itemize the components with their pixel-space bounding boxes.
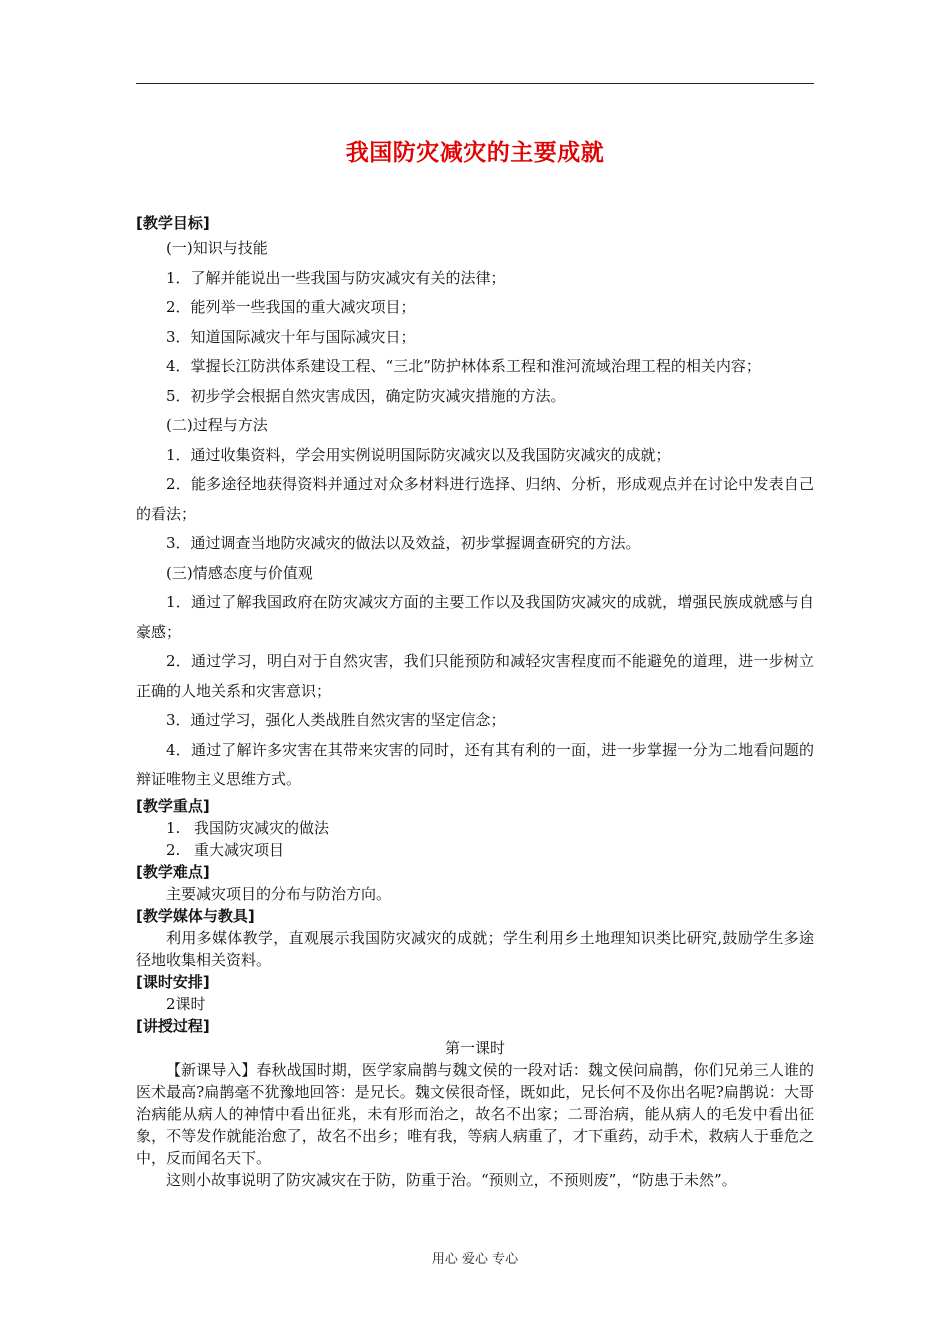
objective-item: 3．通过调查当地防灾减灾的做法以及效益，初步掌握调查研究的方法。: [166, 534, 641, 552]
process-paragraph: 【新课导入】春秋战国时期，医学家扁鹊与魏文侯的一段对话：魏文侯问扁鹊，你们兄弟三人谁的医术最高?扁鹊毫不犹豫地回答：是兄长。魏文侯很奇怪，既如此，兄长何不及你出名呢?扁鹊说：大哥治病能从病人的神情中看出征兆，未有形而治之，故名不出家；二哥治病，能从病人的毛发中看出征象，不等发作就能治愈了，故名不出乡；唯有我，等病人病重了，才下重药，动手术，救病人于垂危之中，反而闻名天下。: [136, 1060, 814, 1167]
difficulties-heading: [教学难点]: [136, 862, 210, 881]
process-paragraph: 这则小故事说明了防灾减灾在于防，防重于治。“预则立，不预则废”，“防患于未然”。: [166, 1170, 737, 1189]
media-heading: [教学媒体与教具]: [136, 906, 255, 925]
key-point-text: 重大减灾项目: [194, 840, 285, 859]
media-text: 利用多媒体教学，直观展示我国防灾减灾的成就；学生利用乡土地理知识类比研究,鼓励学生多途径地收集相关资料。: [136, 928, 814, 969]
objective-item: 2．能多途径地获得资料并通过对众多材料进行选择、归纳、分析，形成观点并在讨论中发表自己的看法；: [136, 475, 814, 523]
objective-item: 1．了解并能说出一些我国与防灾减灾有关的法律；: [166, 268, 506, 287]
objective-item: 4．掌握长江防洪体系建设工程、“三北”防护林体系工程和淮河流域治理工程的相关内容；: [166, 357, 761, 375]
objective-group-label: (一)知识与技能: [166, 239, 268, 257]
objective-item: 3．知道国际减灾十年与国际减灾日；: [166, 327, 416, 346]
page-footer: 用心 爱心 专心: [431, 1252, 519, 1267]
objective-item: 2．通过学习，明白对于自然灾害，我们只能预防和减轻灾害程度而不能避免的道理，进一步树立正确的人地关系和灾害意识；: [136, 652, 814, 700]
objective-group-label: (三)情感态度与价值观: [166, 563, 313, 582]
objective-item: 1．通过收集资料，学会用实例说明国际防灾减灾以及我国防灾减灾的成就；: [166, 445, 671, 464]
document-title: 我国防灾减灾的主要成就: [345, 140, 605, 166]
key-point-number: 2.: [166, 840, 181, 859]
objective-item: 1．通过了解我国政府在防灾减灾方面的主要工作以及我国防灾减灾的成就，增强民族成就感与自豪感；: [136, 593, 814, 641]
lesson-title: 第一课时: [444, 1038, 505, 1057]
process-heading: [讲授过程]: [136, 1016, 210, 1035]
key-point-item: [136, 839, 814, 861]
objective-item: 3．通过学习，强化人类战胜自然灾害的坚定信念；: [166, 711, 506, 729]
objective-group-label: (二)过程与方法: [166, 416, 268, 434]
key-point-text: 我国防灾减灾的做法: [194, 818, 330, 837]
header-rule: [136, 83, 814, 84]
objective-item: 5．初步学会根据自然灾害成因，确定防灾减灾措施的方法。: [166, 386, 566, 405]
difficulties-text: 主要减灾项目的分布与防治方向。: [166, 884, 392, 903]
key-point-item: [136, 817, 814, 839]
schedule-heading: [课时安排]: [136, 972, 210, 991]
objective-item: 4．通过了解许多灾害在其带来灾害的同时，还有其有利的一面，进一步掌握一分为二地看问题的辩证唯物主义思维方式。: [136, 740, 814, 788]
objectives-heading: [教学目标]: [136, 214, 210, 232]
objective-item: 2．能列举一些我国的重大减灾项目；: [166, 298, 416, 316]
key-points-heading: [教学重点]: [136, 796, 210, 815]
schedule-text: 2课时: [166, 994, 206, 1013]
document-body: [136, 212, 814, 1191]
key-point-number: 1.: [166, 818, 181, 837]
